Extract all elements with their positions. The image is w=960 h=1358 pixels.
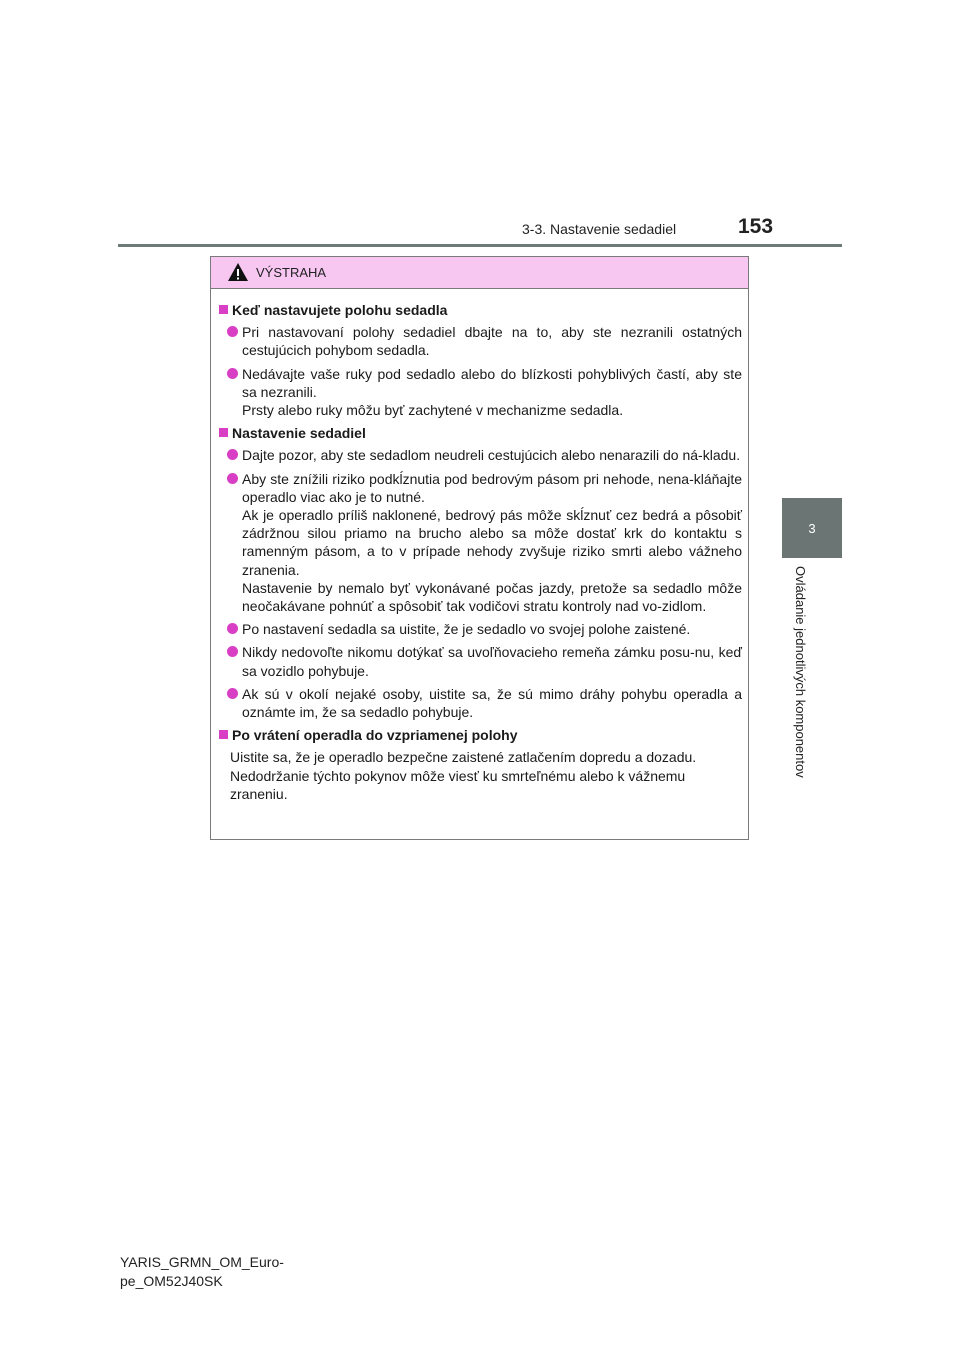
section-heading: Nastavenie sedadiel bbox=[219, 424, 742, 442]
list-item: Pri nastavovaní polohy sedadiel dbajte na to, aby ste nezranili ostatných cestujúcich pohybom sedadla. bbox=[219, 323, 742, 359]
list-item: Nikdy nedovoľte nikomu dotýkať sa uvoľňovacieho remeňa zámku posu-nu, keď sa vozidlo pohybuje. bbox=[219, 643, 742, 679]
section-heading: Po vrátení operadla do vzpriamenej polohy bbox=[219, 726, 742, 744]
header-rule bbox=[118, 244, 842, 247]
warning-section bbox=[219, 726, 742, 803]
square-bullet-icon bbox=[219, 305, 228, 314]
round-bullet-icon bbox=[227, 646, 238, 657]
warning-box bbox=[210, 256, 749, 840]
round-bullet-icon bbox=[227, 449, 238, 460]
warning-section bbox=[219, 424, 742, 721]
warning-header bbox=[211, 257, 748, 289]
list-item: Aby ste znížili riziko podkĺznutia pod bedrovým pásom pri nehode, nena-kláňajte operadlo viac ako je to nutné. Ak je operadlo príliš naklonené, bedrový pás môže skĺznuť cez bedrá a pôsobiť zádržnou silou priamo na brucho alebo sa môže dostať krk do kontaktu s ramenným pásom, a to v prípade nehody zvyšuje riziko smrti alebo vážneho zranenia. Nastavenie by nemalo byť vykonávané počas jazdy, pretože sa sedadlo môže neočakávane pohnúť a spôsobiť tak vodičovi stratu kontroly nad vo-zidlom. bbox=[219, 470, 742, 616]
warning-section bbox=[219, 301, 742, 419]
page-number: 153 bbox=[738, 215, 774, 238]
list-item: Nedávajte vaše ruky pod sedadlo alebo do blízkosti pohyblivých častí, aby ste sa nezranili. Prsty alebo ruky môžu byť zachytené v mechanizme sedadla. bbox=[219, 365, 742, 420]
round-bullet-icon bbox=[227, 473, 238, 484]
round-bullet-icon bbox=[227, 326, 238, 337]
warning-title: VÝSTRAHA bbox=[256, 265, 327, 280]
round-bullet-icon bbox=[227, 688, 238, 699]
warning-body bbox=[211, 289, 748, 803]
list-item: Ak sú v okolí nejaké osoby, uistite sa, že sú mimo dráhy pohybu operadla a oznámte im, že sa sedadlo pohybuje. bbox=[219, 685, 742, 721]
chapter-tab: 3 bbox=[782, 498, 842, 558]
footer-line: pe_OM52J40SK bbox=[120, 1273, 223, 1289]
warning-triangle-icon bbox=[227, 262, 249, 282]
square-bullet-icon bbox=[219, 428, 228, 437]
section-heading: Keď nastavujete polohu sedadla bbox=[219, 301, 742, 319]
chapter-label: Ovládanie jednotlivých komponentov bbox=[793, 566, 808, 778]
square-bullet-icon bbox=[219, 730, 228, 739]
round-bullet-icon bbox=[227, 368, 238, 379]
footer-doc-id bbox=[120, 1253, 284, 1291]
section-paragraph: Uistite sa, že je operadlo bezpečne zaistené zatlačením dopredu a dozadu. Nedodržanie týchto pokynov môže viesť ku smrteľnému alebo k vážnemu zraneniu. bbox=[230, 749, 697, 802]
footer-line: YARIS_GRMN_OM_Euro- bbox=[120, 1254, 284, 1270]
round-bullet-icon bbox=[227, 623, 238, 634]
header-section-title: 3-3. Nastavenie sedadiel bbox=[522, 221, 677, 237]
list-item: Po nastavení sedadla sa uistite, že je sedadlo vo svojej polohe zaistené. bbox=[219, 620, 742, 638]
list-item: Dajte pozor, aby ste sedadlom neudreli cestujúcich alebo nenarazili do ná-kladu. bbox=[219, 446, 742, 464]
